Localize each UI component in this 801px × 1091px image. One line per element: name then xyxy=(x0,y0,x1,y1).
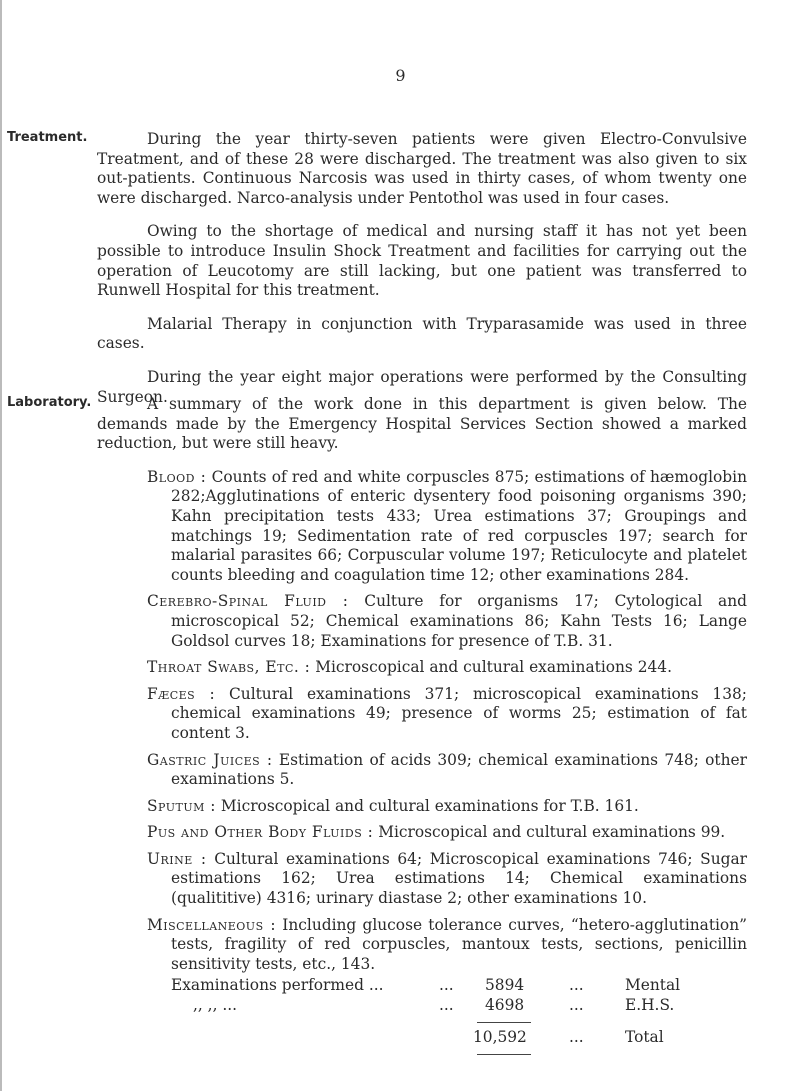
laboratory-section xyxy=(97,395,747,1060)
entry-text: Microscopical and cultural examinations for T.B. 161. xyxy=(220,796,639,815)
entry-text: Cultural examinations 64; Microscopical examinations 746; Sugar estimations 162; Urea estimations 14; Chemical examinations (qualititive) 4316; urinary diastase 2; other examinations 10. xyxy=(171,849,747,908)
treatment-paragraph: Malarial Therapy in conjunction with Tryparasamide was used in three cases. xyxy=(97,314,747,353)
entry-text: Including glucose tolerance curves, “hetero-agglutination” tests, fragility of red corpuscles, mantoux tests, sections, penicillin sensitivity tests, etc., 143. xyxy=(171,915,747,973)
lab-entry-gastric-juices xyxy=(147,751,747,790)
lab-entry-faeces xyxy=(147,685,747,744)
totals-grand-total-value: 10,592 xyxy=(473,1028,527,1047)
totals-value-mental: 5894 xyxy=(485,976,525,995)
entry-text: Microscopical and cultural examinations 99. xyxy=(378,823,726,842)
totals-dots: ... xyxy=(569,996,584,1015)
totals-dots: ... xyxy=(569,976,584,995)
treatment-section xyxy=(97,130,747,421)
totals-value-ehs: 4698 xyxy=(485,996,525,1015)
margin-heading-laboratory: Laboratory. xyxy=(7,395,92,410)
entry-heading: Blood : xyxy=(147,467,207,486)
lab-entry-urine xyxy=(147,850,747,909)
entry-heading: Cerebro-Spinal Fluid : xyxy=(147,592,349,611)
lab-entry-pus xyxy=(147,823,747,843)
entry-text: Microscopical and cultural examinations 244. xyxy=(315,658,672,677)
page-edge xyxy=(0,0,2,1091)
totals-dots: ... xyxy=(569,1028,584,1047)
treatment-paragraph: Owing to the shortage of medical and nursing staff it has not yet been possible to introduce Insulin Shock Treatment and facilities for carrying out the operation of Leucotomy are still lacking, but one patient was transferred to Runwell Hospital for this treatment. xyxy=(97,222,747,300)
totals-grand-total-label: Total xyxy=(625,1028,664,1047)
entry-heading: Throat Swabs, Etc. : xyxy=(147,658,311,677)
entry-heading: Pus and Other Body Fluids : xyxy=(147,823,374,842)
margin-heading-treatment: Treatment. xyxy=(7,130,88,145)
entry-text: Estimation of acids 309; chemical examinations 748; other examinations 5. xyxy=(171,750,747,789)
entry-heading: Urine : xyxy=(147,849,207,868)
lab-entry-sputum xyxy=(147,797,747,817)
entry-text: Counts of red and white corpuscles 875; estimations of hæmoglobin 282;Agglutinations of enteric dysentery food poisoning organisms 390; Kahn precipitation tests 433; Urea estimations 37; Groupings and matchings 19; Sedimentation rate of red corpuscles 197; search for malarial parasites 66; Corpuscular volume 197; Reticulocyte and platelet counts bleeding and coagulation time 12; other examinations 284. xyxy=(171,467,747,584)
entry-text: Culture for organisms 17; Cytological and microscopical 52; Chemical examinations 86; Kahn Tests 16; Lange Goldsol curves 18; Examinations for presence of T.B. 31. xyxy=(171,592,747,650)
laboratory-intro: A summary of the work done in this department is given below. The demands made by the Emergency Hospital Services Section showed a marked reduction, but were still heavy. xyxy=(97,395,747,453)
entry-heading: Miscellaneous : xyxy=(147,915,277,934)
total-underline-rule xyxy=(477,1054,531,1055)
lab-entry-miscellaneous xyxy=(147,916,747,975)
totals-category-mental: Mental xyxy=(625,976,681,995)
totals-dots: ... xyxy=(439,996,454,1015)
lab-entry-throat-swabs xyxy=(147,658,747,678)
page-number: 9 xyxy=(395,66,406,85)
examination-totals xyxy=(171,976,747,1060)
entry-text: Cultural examinations 371; microscopical examinations 138; chemical examinations 49; presence of worms 25; estimation of fat content 3. xyxy=(171,684,747,742)
sum-rule xyxy=(477,1022,531,1023)
entry-heading: Gastric Juices : xyxy=(147,750,273,769)
entry-heading: Sputum : xyxy=(147,796,216,815)
treatment-paragraph: During the year thirty-seven patients were given Electro-Convulsive Treatment, and of these 28 were discharged. The treatment was also given to six out-patients. Continuous Narcosis was used in thirty cases, of whom twenty one were discharged. Narco-analysis under Pentothol was used in four cases. xyxy=(97,130,747,207)
totals-row-label: ,, ,, ... xyxy=(193,996,238,1015)
totals-category-ehs: E.H.S. xyxy=(625,996,675,1015)
totals-dots: ... xyxy=(439,976,454,995)
totals-row-label: Examinations performed ... xyxy=(171,976,384,995)
lab-entry-csf xyxy=(147,592,747,651)
lab-entry-blood xyxy=(147,468,747,586)
entry-heading: Fæces : xyxy=(147,684,216,703)
treatment-paragraph: During the year eight major operations were performed by the Consulting Surgeon. xyxy=(97,367,747,406)
